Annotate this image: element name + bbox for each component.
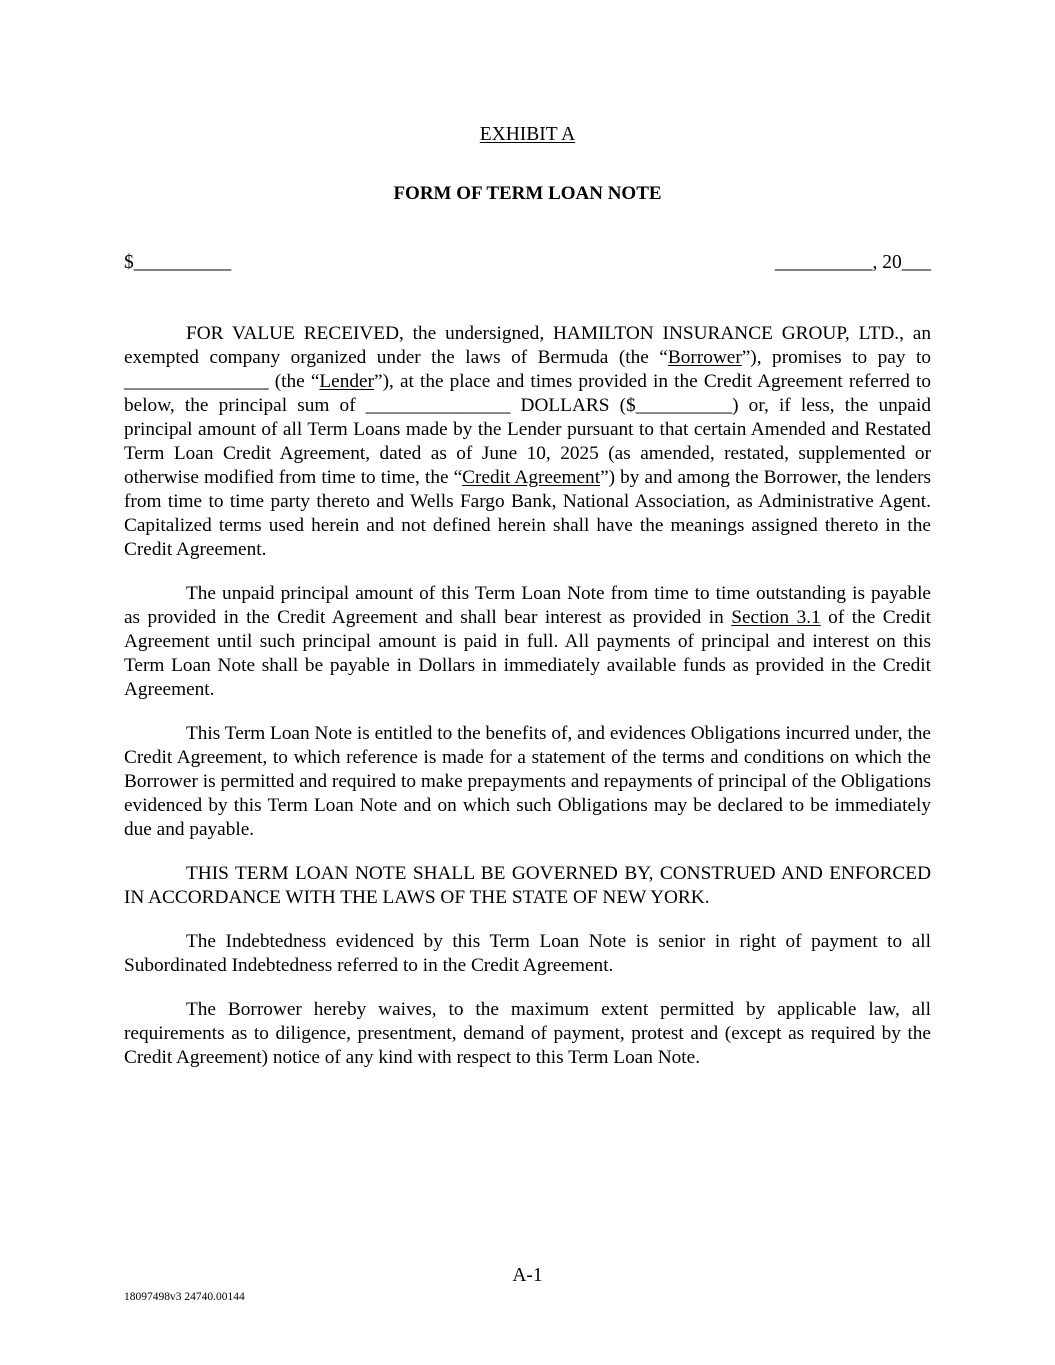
paragraph-benefits: This Term Loan Note is entitled to the benefits of, and evidences Obligations incurred under, the Credit Agreement, to which reference is made for a statement of the terms and conditions on which the Borrower is permitted and required to make prepayments and repayments of principal of the Obligations evidenced by this Term Loan Note and on which such Obligations may be declared to be immediately due and payable. bbox=[124, 723, 931, 840]
note-body bbox=[124, 322, 931, 1090]
section-reference: Section 3.1 bbox=[731, 607, 821, 628]
paragraph-text: ”), at the place and times provided in the Credit Agreement referred to below, the principal sum of _______________ DOLLARS ($__________) or, if less, the unpaid principal amount of all Term Loans made by the Lender pursuant to that certain Amended and Restated Term Loan Credit Agreement, dated as of June 10, 2025 (as amended, restated, supplemented or otherwise modified from time to time, the “ bbox=[124, 371, 931, 488]
paragraph-seniority: The Indebtedness evidenced by this Term Loan Note is senior in right of payment to all Subordinated Indebtedness referred to in the Credit Agreement. bbox=[124, 931, 931, 976]
paragraph-interest bbox=[124, 582, 931, 702]
defined-term-lender: Lender bbox=[319, 371, 375, 392]
document-id: 18097498v3 24740.00144 bbox=[124, 1291, 245, 1303]
paragraph-text: of the Credit Agreement until such principal amount is paid in full. All payments of principal and interest on this Term Loan Note shall be payable in Dollars in immediately available funds as provided in the Credit Agreement. bbox=[124, 607, 931, 700]
document-title: FORM OF TERM LOAN NOTE bbox=[393, 183, 662, 204]
paragraph-text: ”), promises to pay to _______________ (the “ bbox=[124, 347, 931, 392]
paragraph-text: ”) by and among the Borrower, the lenders from time to time party thereto and Wells Fargo Bank, National Association, as Administrative Agent. Capitalized terms used herein and not defined herein shall have the meanings assigned thereto in the Credit Agreement. bbox=[124, 467, 932, 560]
paragraph-text: The unpaid principal amount of this Term Loan Note from time to time outstanding is payable as provided in the Credit Agreement and shall bear interest as provided in bbox=[124, 583, 931, 628]
defined-term-borrower: Borrower bbox=[667, 347, 742, 368]
exhibit-heading: EXHIBIT A bbox=[479, 124, 576, 145]
amount-blank: $__________ bbox=[124, 252, 232, 273]
paragraph-text: FOR VALUE RECEIVED, the undersigned, HAMILTON INSURANCE GROUP, LTD., an exempted company organized under the laws of Bermuda (the “ bbox=[124, 323, 931, 368]
paragraph-value-received bbox=[124, 322, 931, 562]
date-blank: __________, 20___ bbox=[775, 252, 931, 273]
paragraph-governing-law: THIS TERM LOAN NOTE SHALL BE GOVERNED BY, CONSTRUED AND ENFORCED IN ACCORDANCE WITH THE LAWS OF THE STATE OF NEW YORK. bbox=[124, 863, 931, 908]
page-number: A-1 bbox=[512, 1265, 543, 1286]
paragraph-waiver: The Borrower hereby waives, to the maximum extent permitted by applicable law, all requirements as to diligence, presentment, demand of payment, protest and (except as required by the Credit Agreement) notice of any kind with respect to this Term Loan Note. bbox=[124, 999, 931, 1068]
defined-term-credit-agreement: Credit Agreement bbox=[462, 467, 601, 488]
